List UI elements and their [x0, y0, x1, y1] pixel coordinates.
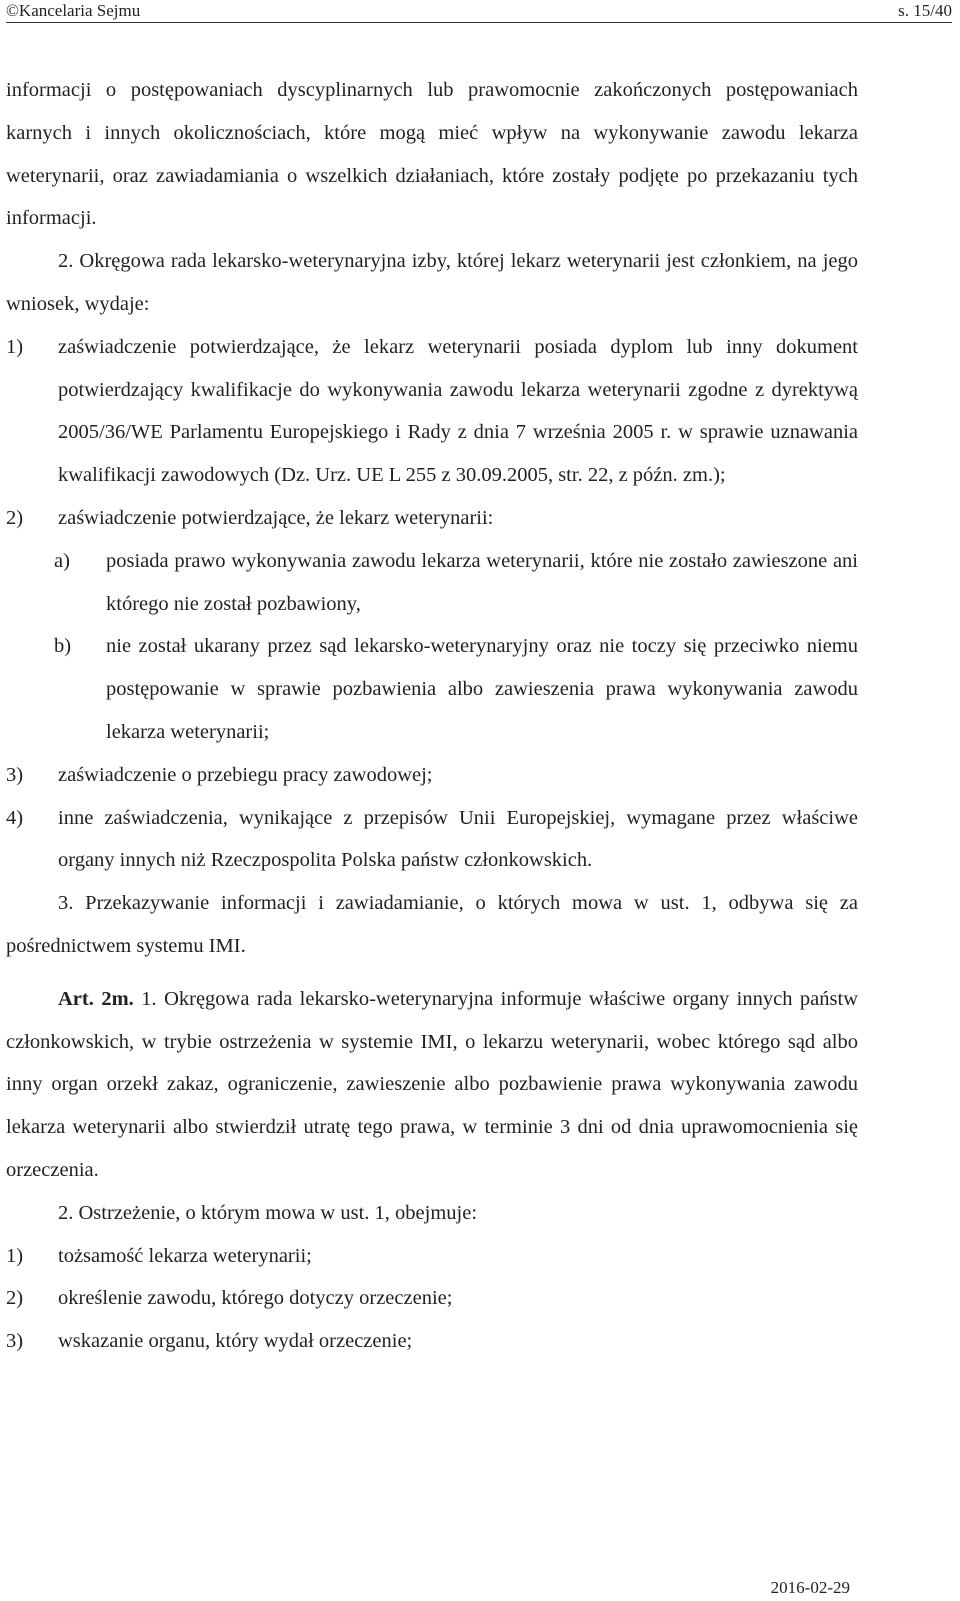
list-item-number: 1): [6, 1244, 24, 1267]
list-item: [6, 326, 858, 497]
sub-list-item: [6, 625, 858, 753]
paragraph-continuation: informacji o postępowaniach dyscyplinarnych lub prawomocnie zakończonych postępowaniach karnych i innych okolicznościach, które mogą mieć wpływ na wykonywanie zawodu lekarza weterynarii, oraz zawiadamiania o wszelkich działaniach, które zostały podjęte po przekazaniu tych informacji.: [6, 79, 858, 230]
list-item: [6, 754, 858, 797]
list-item: [6, 1277, 858, 1320]
sub-list-item-letter: a): [54, 549, 70, 572]
list-item-text: zaświadczenie o przebiegu pracy zawodowej;: [58, 763, 433, 786]
list-item-number: 3): [6, 1330, 24, 1353]
page-header: [6, 0, 952, 24]
paragraph-ust-2: 2. Okręgowa rada lekarsko-weterynaryjna izby, której lekarz weterynarii jest członkiem, na jego wniosek, wydaje:: [6, 250, 858, 315]
list-item-text: zaświadczenie potwierdzające, że lekarz weterynarii:: [58, 506, 494, 529]
list-item-text: określenie zawodu, którego dotyczy orzeczenie;: [58, 1287, 453, 1310]
article-text: 1. Okręgowa rada lekarsko-weterynaryjna informuje właściwe organy innych państw członkowskich, w trybie ostrzeżenia w systemie IMI, o lekarzu weterynarii, wobec którego sąd albo inny organ orzekł zakaz, ograniczenie, zawieszenie albo pozbawienie prawa wykonywania zawodu lekarza weterynarii albo stwierdził utratę tego prawa, w terminie 3 dni od dnia uprawomocnienia się orzeczenia.: [6, 987, 859, 1181]
page-number: s. 15/40: [898, 1, 952, 20]
paragraph-warning: 2. Ostrzeżenie, o którym mowa w ust. 1, obejmuje:: [58, 1201, 478, 1224]
paragraph-ust-3: 3. Przekazywanie informacji i zawiadamianie, o których mowa w ust. 1, odbywa się za pośrednictwem systemu IMI.: [6, 892, 858, 957]
spacer: [6, 968, 858, 978]
header-rule: [6, 22, 952, 23]
list-item: [6, 797, 858, 883]
list-item-number: 1): [6, 335, 24, 358]
list-item: [6, 497, 858, 540]
list-item-text: inne zaświadczenia, wynikające z przepisów Unii Europejskiej, wymagane przez właściwe organy innych niż Rzeczpospolita Polska państw członkowskich.: [58, 806, 858, 872]
sub-list-item: [6, 540, 858, 626]
sub-list-item-text: posiada prawo wykonywania zawodu lekarza weterynarii, które nie zostało zawieszone ani którego nie został pozbawiony,: [106, 549, 858, 615]
list-item-text: wskazanie organu, który wydał orzeczenie;: [58, 1330, 413, 1353]
article-2m: [6, 978, 858, 1192]
page-footer-date: 2016-02-29: [770, 1578, 850, 1597]
list-item-number: 4): [6, 806, 24, 829]
list-item: [6, 1320, 858, 1363]
document-body: [6, 69, 858, 1363]
sub-list-item-text: nie został ukarany przez sąd lekarsko-weterynaryjny oraz nie toczy się przeciwko niemu postępowanie w sprawie pozbawienia albo zawieszenia prawa wykonywania zawodu lekarza weterynarii;: [106, 635, 858, 743]
list-item-number: 3): [6, 763, 24, 786]
article-label: Art. 2m.: [58, 987, 134, 1010]
list-item-text: zaświadczenie potwierdzające, że lekarz weterynarii posiada dyplom lub inny dokument potwierdzający kwalifikacje do wykonywania zawodu lekarza weterynarii zgodne z dyrektywą 2005/36/WE Parlamentu Europejskiego i Rady z dnia 7 września 2005 r. w sprawie uznawania kwalifikacji zawodowych (Dz. Urz. UE L 255 z 30.09.2005, str. 22, z późn. zm.);: [58, 335, 858, 487]
list-item-number: 2): [6, 1287, 24, 1310]
list-item-text: tożsamość lekarza weterynarii;: [58, 1244, 312, 1267]
sub-list-item-letter: b): [54, 635, 72, 658]
list-item-number: 2): [6, 506, 24, 529]
copyright-label: ©Kancelaria Sejmu: [6, 1, 141, 20]
list-item: [6, 1235, 858, 1278]
